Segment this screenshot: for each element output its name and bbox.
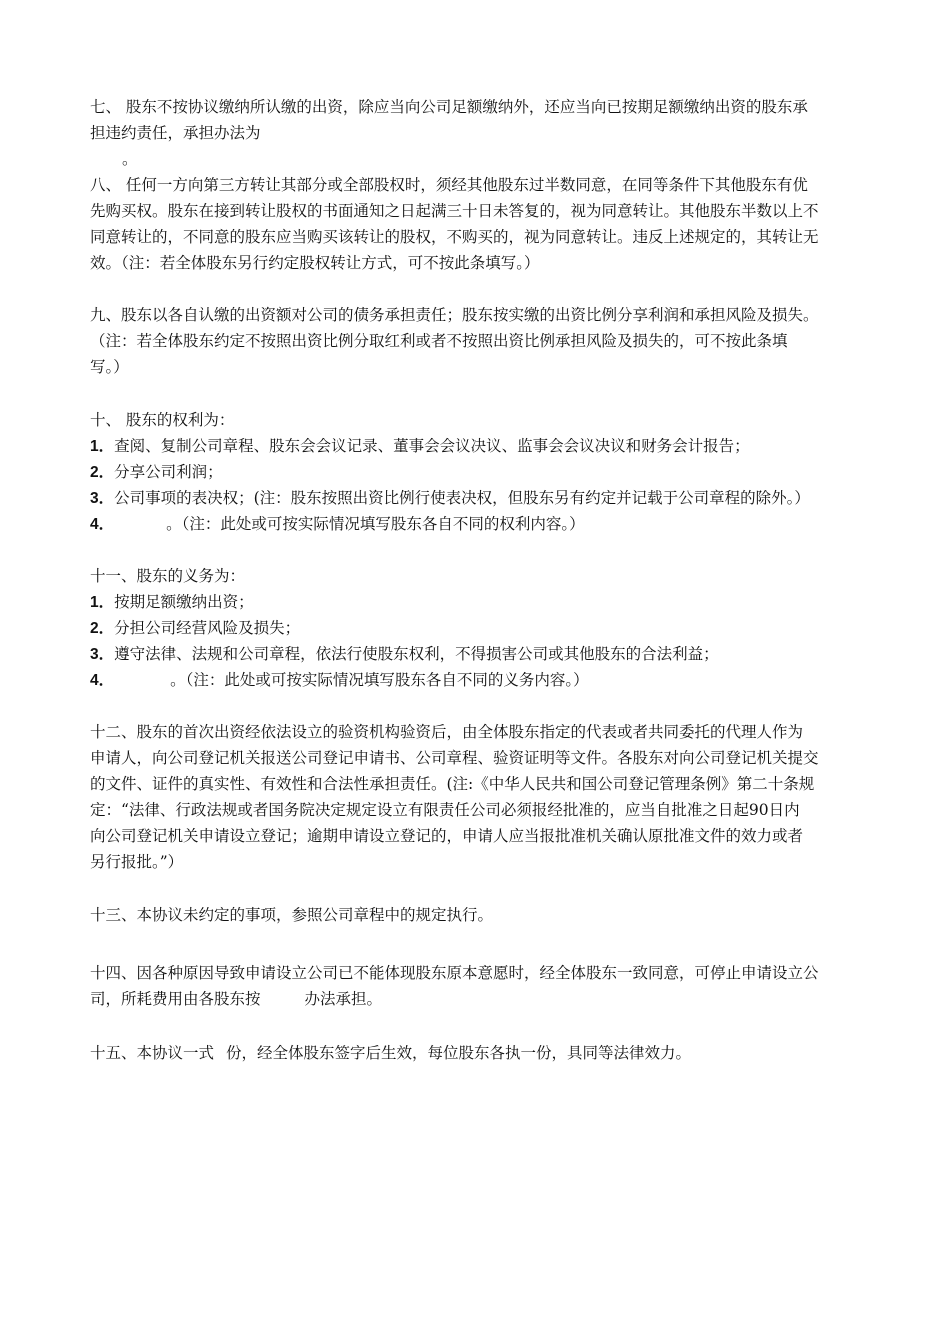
item-number: 1． <box>90 438 115 455</box>
item-text: 公司事项的表决权；(注：股东按照出资比例行使表决权，但股东另有约定并记载于公司章程的除外。） <box>114 489 810 507</box>
clause-11-heading: 十一、股东的义务为： <box>90 567 246 585</box>
clause-7-line-1: 七、 股东不按协议缴纳所认缴的出资，除应当向公司足额缴纳外，还应当向已按期足额缴纳出资的股东承 <box>90 98 808 116</box>
clause-12-line-6: 另行报批。”） <box>90 853 184 871</box>
clause-14-line-2-end: 办法承担。 <box>304 990 383 1008</box>
item-text: 。（注：此处或可按实际情况填写股东各自不同的义务内容。） <box>170 671 589 689</box>
clause-14-line-2-start: 司，所耗费用由各股东按 <box>90 990 261 1008</box>
item-text: 分担公司经营风险及损失； <box>114 619 301 637</box>
clause-9-line-2: （注：若全体股东约定不按照出资比例分取红利或者不按照出资比例承担风险及损失的，可不按此条填 <box>90 332 788 350</box>
clause-15-line-1-end: 份，经全体股东签字后生效，每位股东各执一份，具同等法律效力。 <box>226 1044 692 1062</box>
clause-7-line-2: 担违约责任，承担办法为 <box>90 124 261 142</box>
clause-12-line-2: 申请人，向公司登记机关报送公司登记申请书、公司章程、验资证明等文件。各股东对向公司登记机关提交 <box>90 749 819 767</box>
item-text: 查阅、复制公司章程、股东会会议记录、董事会会议决议、监事会会议决议和财务会计报告； <box>114 437 750 455</box>
clause-10-item-3 <box>90 487 810 509</box>
clause-8-line-2: 先购买权。股东在接到转让股权的书面通知之日起满三十日未答复的，视为同意转让。其他股东半数以上不 <box>90 202 819 220</box>
clause-9-line-1: 九、股东以各自认缴的出资额对公司的债务承担责任；股东按实缴的出资比例分享利润和承担风险及损失。 <box>90 306 819 324</box>
item-number: 2． <box>90 620 115 637</box>
clause-15-line-1 <box>90 1042 691 1064</box>
item-number: 2． <box>90 464 115 481</box>
clause-14-line-1: 十四、因各种原因导致申请设立公司已不能体现股东原本意愿时，经全体股东一致同意，可停止申请设立公 <box>90 964 819 982</box>
item-number: 3． <box>90 490 115 507</box>
clause-11-item-3 <box>90 643 719 665</box>
clause-7-line-3: 。 <box>122 150 138 168</box>
clause-10-item-2 <box>90 461 223 483</box>
clause-8-line-3: 同意转让的，不同意的股东应当购买该转让的股权，不购买的，视为同意转让。违反上述规定的，其转让无 <box>90 228 819 246</box>
item-number: 3． <box>90 646 115 663</box>
item-text: 。（注：此处或可按实际情况填写股东各自不同的权利内容。） <box>166 515 585 533</box>
clause-11-item-2 <box>90 617 300 639</box>
item-text: 按期足额缴纳出资； <box>114 593 254 611</box>
clause-10-item-4 <box>90 513 585 535</box>
item-number: 4． <box>90 516 115 533</box>
clause-8-line-4: 效。（注：若全体股东另行约定股权转让方式，可不按此条填写。） <box>90 254 540 272</box>
clause-11-item-4 <box>90 669 589 691</box>
item-number: 1． <box>90 594 115 611</box>
clause-11-item-1 <box>90 591 254 613</box>
clause-10-heading: 十、 股东的权利为： <box>90 411 235 429</box>
item-text: 分享公司利润； <box>114 463 223 481</box>
clause-13-line-1: 十三、本协议未约定的事项，参照公司章程中的规定执行。 <box>90 906 494 924</box>
clause-14-line-2 <box>90 988 382 1010</box>
clause-15-line-1-start: 十五、本协议一式 <box>90 1044 215 1062</box>
clause-10-item-1 <box>90 435 750 457</box>
clause-12-line-4: 定：“法律、行政法规或者国务院决定规定设立有限责任公司必须报经批准的，应当自批准之日起90日内 <box>90 801 800 819</box>
clause-8-line-1: 八、 任何一方向第三方转让其部分或全部股权时，须经其他股东过半数同意，在同等条件下其他股东有优 <box>90 176 808 194</box>
clause-12-line-5: 向公司登记机关申请设立登记；逾期申请设立登记的，申请人应当报批准机关确认原批准文件的效力或者 <box>90 827 804 845</box>
clause-12-line-3: 的文件、证件的真实性、有效性和合法性承担责任。(注:《中华人民共和国公司登记管理条例》第二十条规 <box>90 775 815 793</box>
clause-9-line-3: 写。） <box>90 358 129 376</box>
item-text: 遵守法律、法规和公司章程，依法行使股东权利，不得损害公司或其他股东的合法利益； <box>114 645 719 663</box>
item-number: 4． <box>90 672 115 689</box>
clause-12-line-1: 十二、股东的首次出资经依法设立的验资机构验资后，由全体股东指定的代表或者共同委托的代理人作为 <box>90 723 804 741</box>
